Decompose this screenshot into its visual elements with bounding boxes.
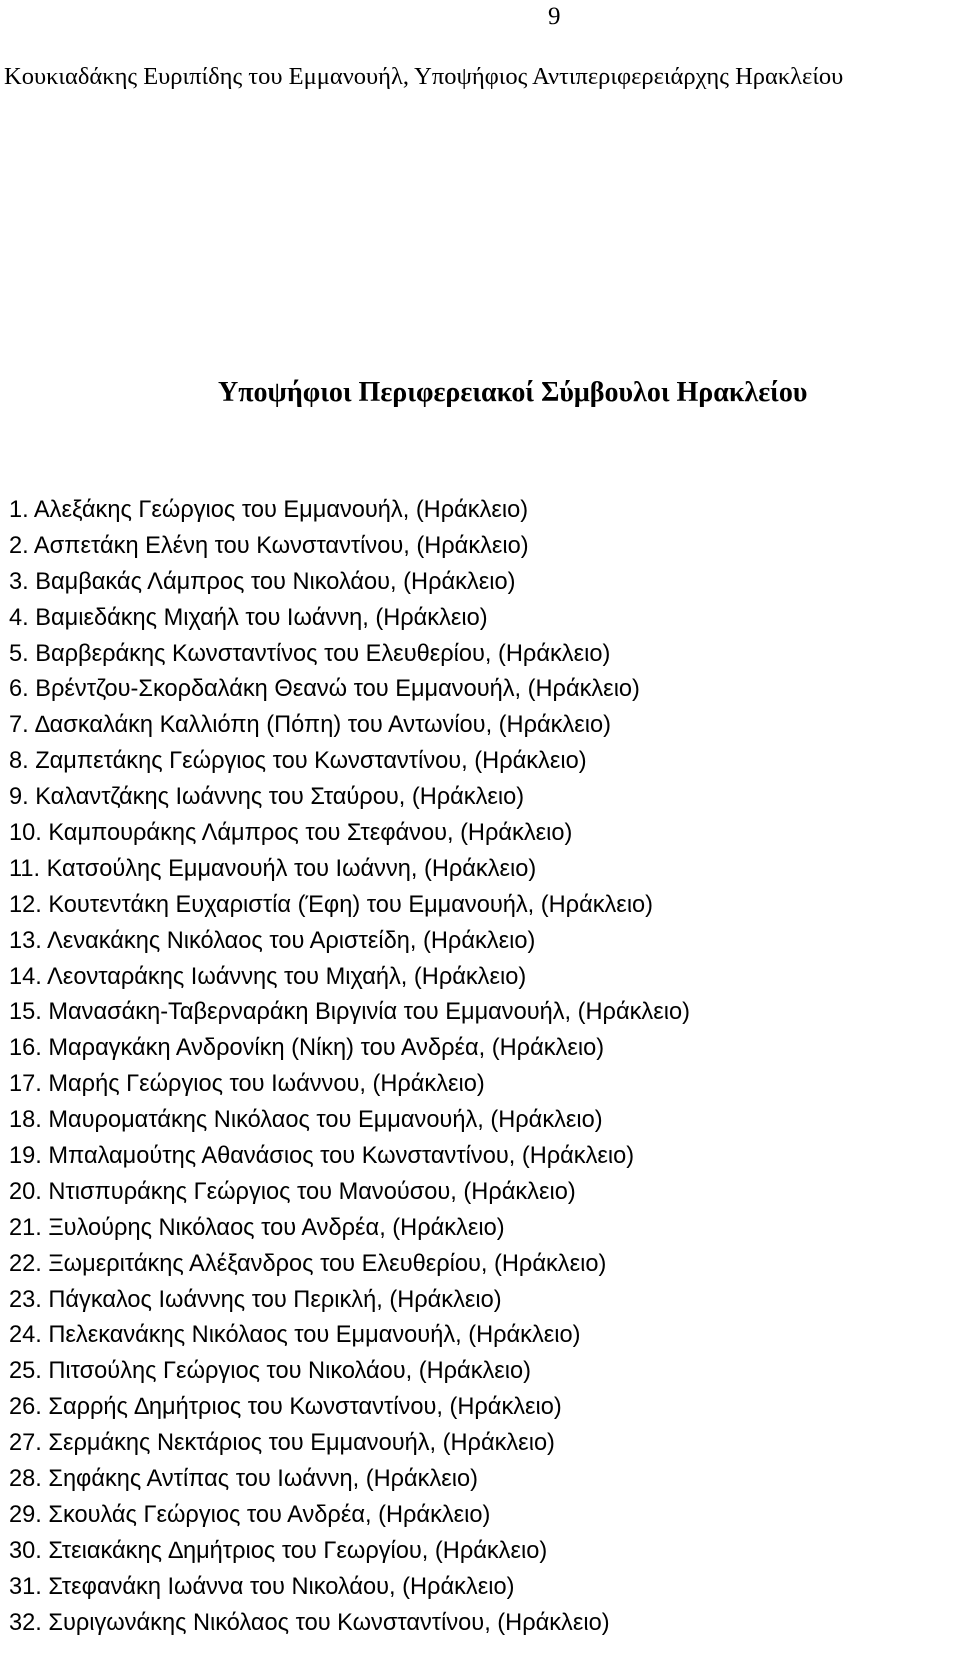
list-item: 23. Πάγκαλος Ιωάννης του Περικλή, (Ηράκλειο) — [9, 1286, 502, 1313]
list-item: 30. Στειακάκης ∆ημήτριος του Γεωργίου, (Ηράκλειο) — [9, 1537, 548, 1564]
list-item: 4. Βαμιεδάκης Μιχαήλ του Ιωάννη, (Ηράκλειο) — [9, 604, 488, 631]
list-item: 1. Αλεξάκης Γεώργιος του Εμμανουήλ, (Ηράκλειο) — [9, 497, 529, 523]
list-item: 19. Μπαλαμούτης Αθανάσιος του Κωνσταντίνου, (Ηράκλειο) — [9, 1143, 635, 1170]
list-item: 3. Βαμβακάς Λάμπρος του Νικολάου, (Ηράκλειο) — [9, 568, 516, 595]
list-item: 32. Συριγωνάκης Νικόλαος του Κωνσταντίνου, (Ηράκλειο) — [9, 1609, 610, 1636]
list-item: 8. Ζαμπετάκης Γεώργιος του Κωνσταντίνου, (Ηράκλειο) — [9, 748, 587, 775]
list-item: 15. Μανασάκη-Ταβερναράκη Βιργινία του Εμμανουήλ, (Ηράκλειο) — [9, 999, 690, 1026]
list-item: 31. Στεφανάκη Ιωάννα του Νικολάου, (Ηράκλειο) — [9, 1573, 515, 1600]
list-item: 20. Ντισπυράκης Γεώργιος του Μανούσου, (Ηράκλειο) — [9, 1178, 576, 1205]
list-item: 14. Λεονταράκης Ιωάννης του Μιχαήλ, (Ηράκλειο) — [9, 963, 527, 990]
list-item: 25. Πιτσούλης Γεώργιος του Νικολάου, (Ηράκλειο) — [9, 1358, 532, 1385]
list-item: 9. Καλαντζάκης Ιωάννης του Σταύρου, (Ηράκλειο) — [9, 784, 525, 811]
page-number: 9 — [548, 3, 561, 30]
list-item: 12. Κουτεντάκη Ευχαριστία (Έφη) του Εμμανουήλ, (Ηράκλειο) — [9, 891, 654, 918]
list-item: 5. Βαρβεράκης Κωνσταντίνος του Ελευθερίου, (Ηράκλειο) — [9, 640, 611, 667]
list-item: 26. Σαρρής ∆ημήτριος του Κωνσταντίνου, (Ηράκλειο) — [9, 1394, 562, 1421]
list-item: 29. Σκουλάς Γεώργιος του Ανδρέα, (Ηράκλειο) — [9, 1501, 491, 1528]
list-item: 22. Ξωμεριτάκης Αλέξανδρος του Ελευθερίου, (Ηράκλειο) — [9, 1250, 607, 1277]
list-item: 11. Κατσούλης Εμμανουήλ του Ιωάννη, (Ηράκλειο) — [9, 855, 537, 882]
list-item: 16. Μαραγκάκη Ανδρονίκη (Νίκη) του Ανδρέα, (Ηράκλειο) — [9, 1035, 605, 1062]
candidate-list — [9, 493, 690, 1642]
list-item: 27. Σερμάκης Νεκτάριος του Εμμανουήλ, (Ηράκλειο) — [9, 1430, 555, 1457]
list-item: 13. Λενακάκης Νικόλαος του Αριστείδη, (Ηράκλειο) — [9, 927, 536, 954]
list-item: 2. Ασπετάκη Ελένη του Κωνσταντίνου, (Ηράκλειο) — [9, 532, 529, 559]
list-item: 6. Βρέντζου-Σκορδαλάκη Θεανώ του Εμμανουήλ, (Ηράκλειο) — [9, 676, 640, 703]
list-item: 18. Μαυροματάκης Νικόλαος του Εμμανουήλ, (Ηράκλειο) — [9, 1107, 603, 1134]
list-item: 17. Μαρής Γεώργιος του Ιωάννου, (Ηράκλειο) — [9, 1071, 485, 1098]
section-title: Υποψήφιοι Περιφερειακοί Σύμβουλοι Ηρακλείου — [218, 377, 808, 408]
list-item: 24. Πελεκανάκης Νικόλαος του Εμμανουήλ, (Ηράκλειο) — [9, 1322, 581, 1349]
list-item: 21. Ξυλούρης Νικόλαος του Ανδρέα, (Ηράκλειο) — [9, 1214, 505, 1241]
list-item: 10. Καμπουράκης Λάμπρος του Στεφάνου, (Ηράκλειο) — [9, 820, 573, 847]
list-item: 7. ∆ασκαλάκη Καλλιόπη (Πόπη) του Αντωνίου, (Ηράκλειο) — [9, 712, 611, 739]
deputy-governor-candidate-line: Κουκιαδάκης Ευριπίδης του Εμμανουήλ, Υποψήφιος Αντιπεριφερειάρχης Ηρακλείου — [4, 63, 844, 90]
list-item: 28. Σηφάκης Αντίπας του Ιωάννη, (Ηράκλειο) — [9, 1466, 479, 1493]
